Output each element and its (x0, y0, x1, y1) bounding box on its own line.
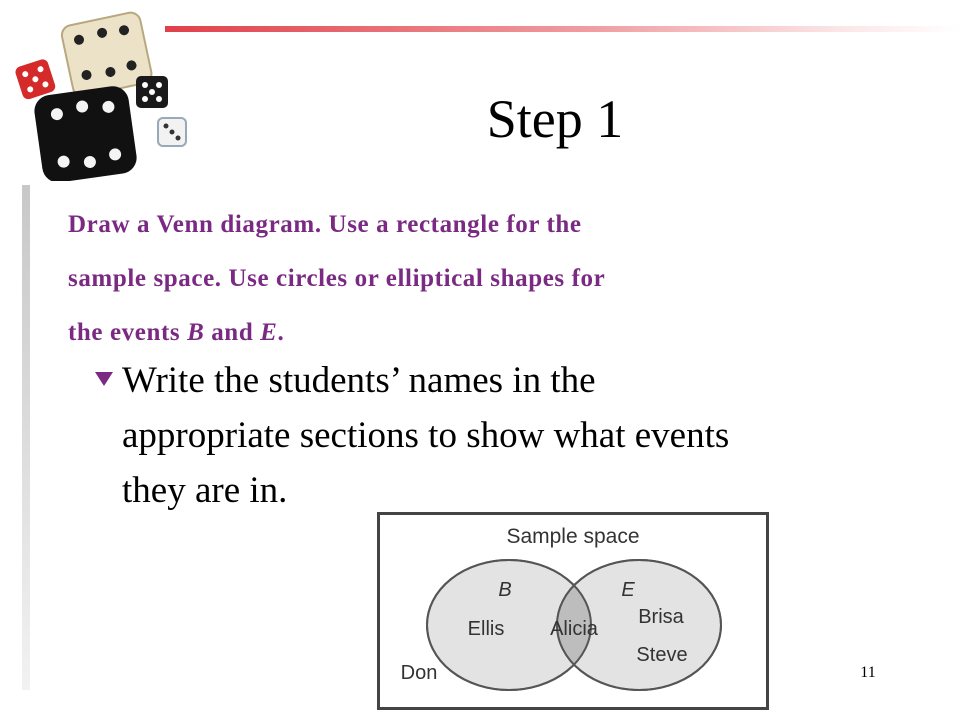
bullet-line-2: appropriate sections to show what events (122, 415, 730, 456)
bullet-marker-icon (95, 372, 113, 386)
outside-name: Don (400, 662, 438, 684)
bullet-item (122, 353, 882, 518)
instructions-and: and (204, 319, 261, 346)
instructions (68, 198, 858, 360)
slide-number: 11 (860, 664, 876, 681)
b-only-name: Ellis (467, 618, 505, 640)
set-e-label: E (621, 579, 635, 601)
slide-title: Step 1 (486, 89, 624, 149)
instructions-line-3-prefix: the events (68, 319, 188, 346)
instructions-line-1: Draw a Venn diagram. Use a rectangle for the (68, 211, 582, 238)
e-only-name-2: Steve (636, 644, 688, 666)
bullet-line-1: Write the students’ names in the (122, 360, 596, 401)
instructions-line-3 (68, 306, 858, 360)
intersection-name: Alicia (550, 618, 598, 640)
event-e-label: E (260, 319, 278, 346)
venn-diagram (377, 512, 769, 710)
bullet-line-3: they are in. (122, 470, 288, 511)
set-b-label: B (498, 579, 512, 601)
e-only-name-1: Brisa (638, 606, 684, 628)
sample-space-label: Sample space (506, 525, 640, 548)
top-accent-rule (165, 26, 960, 32)
instructions-line-2: sample space. Use circles or elliptical shapes for (68, 265, 606, 292)
instructions-period: . (277, 319, 285, 346)
event-b-label: B (187, 319, 205, 346)
left-accent-rule (22, 185, 30, 690)
